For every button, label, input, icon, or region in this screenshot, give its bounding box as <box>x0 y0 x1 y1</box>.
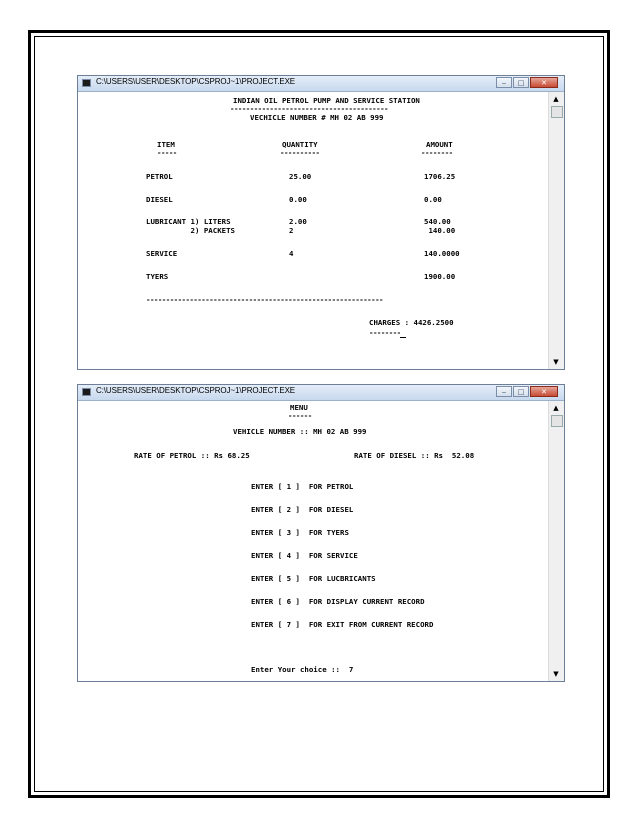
rate-of-diesel: RATE OF DIESEL :: Rs 52.08 <box>354 451 475 460</box>
minimize-icon[interactable]: ‒ <box>496 77 512 88</box>
row-item: LUBRICANT 1) LITERS <box>146 217 231 226</box>
scrollbar-thumb[interactable] <box>551 106 563 118</box>
column-underline-amount: -------- <box>421 148 453 157</box>
heading-underline: ---------------------------------------- <box>230 104 388 113</box>
column-underline-item: ----- <box>157 148 177 157</box>
minimize-icon[interactable]: ‒ <box>496 386 512 397</box>
row-item: DIESEL <box>146 195 173 204</box>
console-output <box>78 401 548 681</box>
row-amount: 140.0000 <box>424 249 460 258</box>
total-separator: ------------------------------------------------------------ <box>146 295 383 304</box>
vertical-scrollbar[interactable] <box>548 401 564 681</box>
row-amount: 1706.25 <box>424 172 456 181</box>
row-item: SERVICE <box>146 249 178 258</box>
menu-title: MENU <box>290 403 308 412</box>
console-window-bill <box>77 75 565 370</box>
window-title: C:\USERS\USER\DESKTOP\CSPROJ~1\PROJECT.EXE <box>96 77 296 86</box>
scroll-down-icon[interactable]: ▼ <box>553 358 559 366</box>
row-quantity: 2.00 <box>289 217 307 226</box>
vertical-scrollbar[interactable] <box>548 92 564 369</box>
console-app-icon <box>82 79 91 87</box>
row-item: TYERS <box>146 272 169 281</box>
title-bar[interactable] <box>78 76 564 92</box>
console-app-icon <box>82 388 91 396</box>
maximize-icon[interactable]: □ <box>513 77 529 88</box>
station-heading: INDIAN OIL PETROL PUMP AND SERVICE STATION <box>233 96 420 105</box>
rate-of-petrol: RATE OF PETROL :: Rs 68.25 <box>134 451 250 460</box>
row-item: 2) PACKETS <box>146 226 235 235</box>
scroll-up-icon[interactable]: ▲ <box>553 404 559 412</box>
row-quantity: 25.00 <box>289 172 312 181</box>
menu-option-service: ENTER [ 4 ] FOR SERVICE <box>251 551 358 560</box>
row-item: PETROL <box>146 172 173 181</box>
maximize-icon[interactable]: □ <box>513 386 529 397</box>
column-underline-quantity: ---------- <box>280 148 320 157</box>
row-amount: 540.00 <box>424 217 451 226</box>
column-header-item: ITEM <box>157 140 175 149</box>
window-title: C:\USERS\USER\DESKTOP\CSPROJ~1\PROJECT.EXE <box>96 386 296 395</box>
column-header-amount: AMOUNT <box>426 140 453 149</box>
vehicle-number-line: VECHICLE NUMBER # MH 02 AB 999 <box>250 113 384 122</box>
charges-total: CHARGES : 4426.2500 <box>369 318 454 327</box>
menu-underline: ------ <box>288 411 312 420</box>
column-header-quantity: QUANTITY <box>282 140 318 149</box>
menu-option-display-record: ENTER [ 6 ] FOR DISPLAY CURRENT RECORD <box>251 597 425 606</box>
menu-option-diesel: ENTER [ 2 ] FOR DIESEL <box>251 505 354 514</box>
scroll-down-icon[interactable]: ▼ <box>553 670 559 678</box>
menu-option-petrol: ENTER [ 1 ] FOR PETROL <box>251 482 354 491</box>
scrollbar-thumb[interactable] <box>551 415 563 427</box>
row-quantity: 0.00 <box>289 195 307 204</box>
choice-prompt[interactable]: Enter Your choice :: 7 <box>251 665 354 674</box>
row-quantity: 4 <box>289 249 294 258</box>
menu-option-tyers: ENTER [ 3 ] FOR TYERS <box>251 528 349 537</box>
close-icon[interactable]: ✕ <box>530 77 558 88</box>
scroll-up-icon[interactable]: ▲ <box>553 95 559 103</box>
row-quantity: 2 <box>289 226 294 235</box>
row-amount: 140.00 <box>424 226 456 235</box>
close-icon[interactable]: ✕ <box>530 386 558 397</box>
charges-underline: -------- <box>369 328 401 337</box>
menu-option-exit-record: ENTER [ 7 ] FOR EXIT FROM CURRENT RECORD <box>251 620 434 629</box>
vehicle-number-line: VEHICLE NUMBER :: MH 02 AB 999 <box>233 427 367 436</box>
text-cursor <box>400 337 406 338</box>
row-amount: 0.00 <box>424 195 442 204</box>
row-amount: 1900.00 <box>424 272 456 281</box>
menu-option-lubricants: ENTER [ 5 ] FOR LUCBRICANTS <box>251 574 376 583</box>
console-output <box>78 92 548 369</box>
title-bar[interactable] <box>78 385 564 401</box>
console-window-menu <box>77 384 565 682</box>
